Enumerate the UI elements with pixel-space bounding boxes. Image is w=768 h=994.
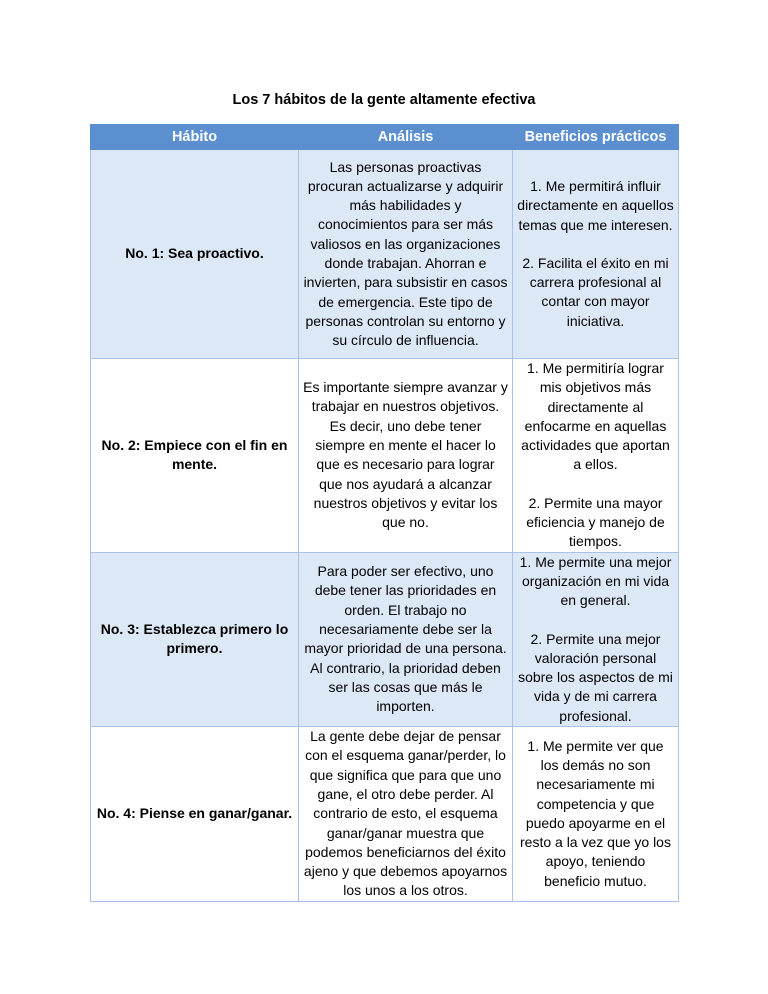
habit-cell: No. 1: Sea proactivo. bbox=[91, 150, 299, 359]
benefit-item: 1. Me permite ver que los demás no son necesariamente mi competencia y que puedo apoyarme en el resto a la vez que yo los apoyo, teniendo beneficio mutuo. bbox=[520, 737, 671, 889]
document-title: Los 7 hábitos de la gente altamente efectiva bbox=[232, 92, 536, 108]
analysis-cell: Es importante siempre avanzar y trabajar en nuestros objetivos. Es decir, uno debe tener siempre en mente el hacer lo que es necesario para lograr que nos ayudará a alcanzar nuestros objetivos y evitar los que no. bbox=[299, 359, 513, 553]
table-header-row bbox=[91, 125, 679, 150]
benefit-item: 2. Facilita el éxito en mi carrera profesional al contar con mayor iniciativa. bbox=[522, 254, 669, 329]
benefits-cell bbox=[513, 359, 679, 553]
benefit-item: 2. Permite una mejor valoración personal sobre los aspectos de mi vida y de mi carrera profesional. bbox=[518, 630, 673, 724]
header-analysis: Análisis bbox=[299, 125, 513, 150]
habits-table bbox=[90, 124, 679, 902]
table-row bbox=[91, 359, 679, 553]
table-row bbox=[91, 150, 679, 359]
benefit-item: 1. Me permitirá influir directamente en aquellos temas que me interesen. bbox=[517, 177, 674, 233]
habit-cell: No. 3: Establezca primero lo primero. bbox=[91, 552, 299, 726]
table-row bbox=[91, 727, 679, 902]
habit-cell: No. 4: Piense en ganar/ganar. bbox=[91, 727, 299, 902]
table-row bbox=[91, 552, 679, 726]
benefits-cell bbox=[513, 727, 679, 902]
benefits-cell bbox=[513, 552, 679, 726]
header-benefits: Beneficios prácticos bbox=[513, 125, 679, 150]
analysis-cell: La gente debe dejar de pensar con el esquema ganar/perder, lo que significa que para que uno gane, el otro debe perder. Al contrario de esto, el esquema ganar/ganar muestra que podemos beneficiarnos del éxito ajeno y que debemos apoyarnos los unos a los otros. bbox=[299, 727, 513, 902]
benefit-item: 2. Permite una mayor eficiencia y manejo de tiempos. bbox=[526, 494, 665, 550]
benefits-cell bbox=[513, 150, 679, 359]
habit-cell: No. 2: Empiece con el fin en mente. bbox=[91, 359, 299, 553]
benefit-item: 1. Me permite una mejor organización en mi vida en general. bbox=[519, 553, 672, 609]
benefit-item: 1. Me permitiría lograr mis objetivos más directamente al enfocarme en aquellas actividades que aportan a ellos. bbox=[521, 360, 670, 473]
analysis-cell: Las personas proactivas procuran actualizarse y adquirir más habilidades y conocimientos para ser más valiosos en las organizaciones donde trabajan. Ahorran e invierten, para subsistir en casos de emergencia. Este tipo de personas controlan su entorno y su círculo de influencia. bbox=[299, 150, 513, 359]
header-habit: Hábito bbox=[91, 125, 299, 150]
analysis-cell: Para poder ser efectivo, uno debe tener las prioridades en orden. El trabajo no necesariamente debe ser la mayor prioridad de una persona. Al contrario, la prioridad deben ser las cosas que más le importen. bbox=[299, 552, 513, 726]
